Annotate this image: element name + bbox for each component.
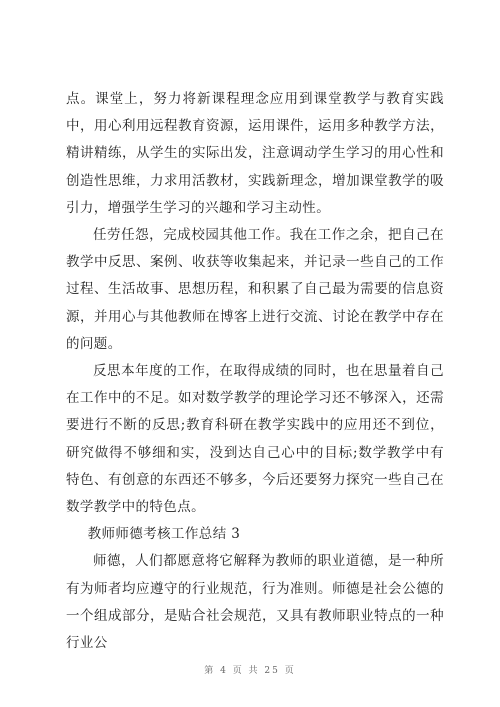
- document-body: [66, 86, 444, 657]
- page-number-footer: 第 4 页 共 25 页: [204, 666, 296, 676]
- paragraph-ethics: 师德，人们都愿意将它解释为教师的职业道德，是一种所有为师者均应遵守的行业规范，行为准则。师德是社会公德的一个组成部分，是贴合社会规范，又具有教师职业特点的一种行业公: [66, 553, 444, 652]
- section-heading: 教师师德考核工作总结 3: [87, 526, 241, 543]
- paragraph-continued: 点。课堂上，努力将新课程理念应用到课堂教学与教育实践中，用心利用远程教育资源，运用课件，运用多种教学方法，精讲精练，从学生的实际出发，注意调动学生学习的用心性和创造性思维，力求用活教材，实践新理念，增加课堂教学的吸引力，增强学生学习的兴趣和学习主动性。: [66, 91, 444, 216]
- paragraph-reflection: 反思本年度的工作，在取得成绩的同时，也在思量着自己在工作中的不足。如对数学教学的理论学习还不够深入，还需要进行不断的反思;教育科研在教学实践中的应用还不到位，研究做得不够细和实，没到达自己心中的目标;数学教学中有特色、有创意的东西还不够多，今后还要努力探究一些自己在数学教学中的特色点。: [66, 363, 444, 516]
- paragraph-other-work: 任劳任怨，完成校园其他工作。我在工作之余，把自己在教学中反思、案例、收获等收集起来，并记录一些自己的工作过程、生活故事、思想历程，和积累了自己最为需要的信息资源，并用心与其他教师在博客上进行交流、讨论在教学中存在的问题。: [66, 227, 444, 352]
